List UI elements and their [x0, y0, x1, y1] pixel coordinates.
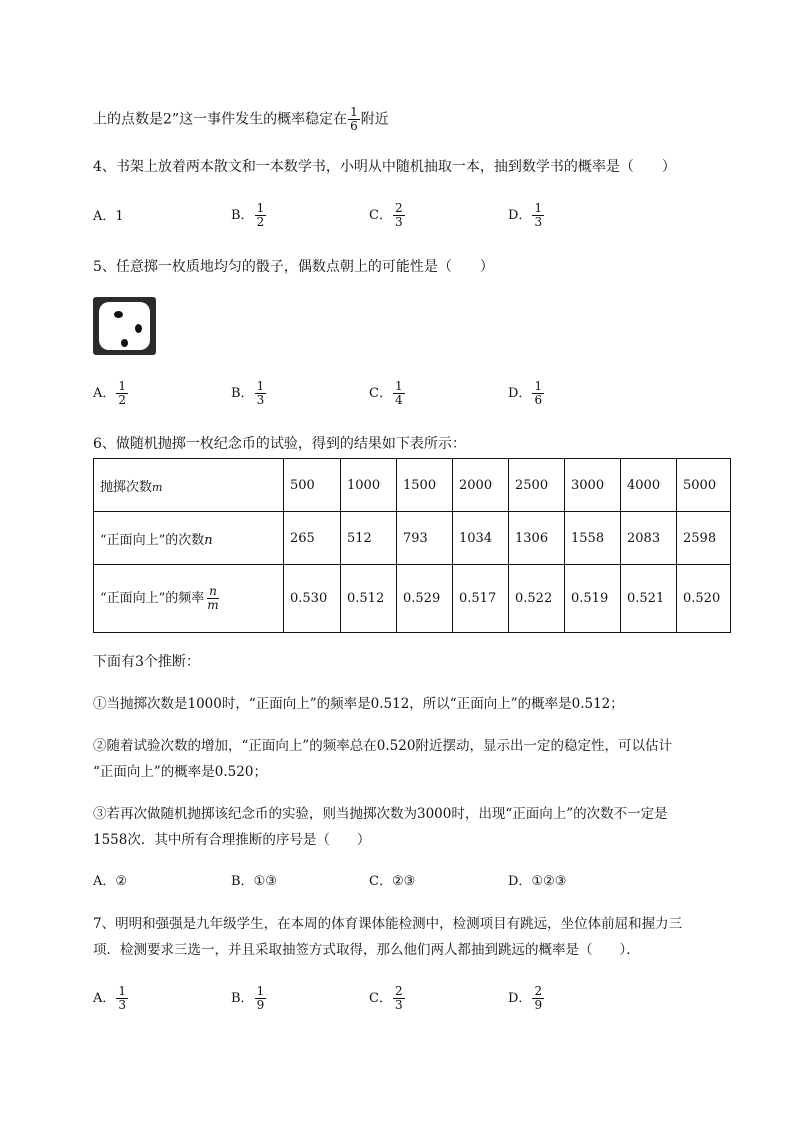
- table-cell: 265: [284, 512, 341, 565]
- fraction-numerator: 1: [350, 105, 358, 119]
- q5-option-d[interactable]: [508, 380, 545, 407]
- fraction-numerator: 1: [534, 201, 543, 215]
- table-cell: 3000: [565, 459, 621, 512]
- option-fraction: [532, 202, 544, 229]
- fraction-n-over-m: [205, 585, 220, 612]
- option-value: 1: [115, 209, 124, 224]
- q6-option-c[interactable]: [369, 872, 415, 892]
- table-cell: 2000: [453, 459, 509, 512]
- table-cell: 0.530: [284, 565, 341, 633]
- q4-option-d[interactable]: [508, 202, 545, 229]
- table-row-heads: [94, 512, 731, 565]
- table-cell: 0.519: [565, 565, 621, 633]
- coin-toss-table: [93, 458, 731, 633]
- option-label: B．: [231, 874, 254, 889]
- option-fraction: [255, 985, 267, 1012]
- fraction-denominator: 6: [534, 393, 543, 407]
- q6-statement-2a: ②随着试验次数的增加，“正面向上”的频率总在0.520附近摆动，显示出一定的稳定性，可以估计: [93, 738, 672, 754]
- q4-stem: 4、书架上放着两本散文和一本数学书，小明从中随机抽取一本，抽到数学书的概率是（ ）: [93, 159, 676, 175]
- fraction-denominator: 3: [118, 998, 127, 1012]
- option-label: C．: [369, 990, 392, 1006]
- q7-stem-line-1: 7、明明和强强是九年级学生，在本周的体育课体能检测中，检测项目有跳远，坐位体前屈和握力三: [93, 916, 683, 932]
- option-fraction: [393, 380, 405, 407]
- row-header-text: 抛掷次数: [100, 479, 153, 495]
- row-header-text: “正面向上”的频率: [100, 591, 205, 606]
- q7-option-b[interactable]: [231, 985, 267, 1012]
- option-fraction: [255, 202, 267, 229]
- option-label: C．: [369, 207, 392, 223]
- continuation-text: 上的点数是2”这一事件发生的概率稳定在: [93, 111, 348, 128]
- fraction-denominator: 3: [256, 393, 265, 407]
- table-cell: 2598: [677, 512, 731, 565]
- fraction-numerator: 1: [534, 379, 543, 393]
- option-fraction: [255, 380, 267, 407]
- q7-option-c[interactable]: [369, 985, 406, 1012]
- fraction-denominator: 6: [350, 119, 358, 133]
- option-label: D．: [508, 874, 532, 889]
- fraction-denominator: 9: [534, 998, 543, 1012]
- variable-n: n: [204, 532, 213, 548]
- option-label: B．: [231, 385, 254, 401]
- variable-m: m: [152, 480, 163, 494]
- table-row-throws: [94, 459, 731, 512]
- row-header-frequency: [94, 565, 284, 633]
- table-cell: 793: [397, 512, 453, 565]
- option-fraction: [532, 380, 544, 407]
- fraction-denominator: 9: [256, 998, 265, 1012]
- option-fraction: [116, 985, 128, 1012]
- q5-stem: 5、任意掷一枚质地均匀的骰子，偶数点朝上的可能性是（ ）: [93, 259, 494, 275]
- q7-stem-line-2: 项．检测要求三选一，并且采取抽签方式取得，那么他们两人都抽到跳远的概率是（ ）．: [93, 942, 640, 958]
- q4-option-b[interactable]: [231, 202, 267, 229]
- q6-intro: 下面有3个推断：: [93, 654, 200, 670]
- q5-option-a[interactable]: [93, 380, 129, 407]
- dice-three-icon: [93, 297, 156, 355]
- table-cell: 512: [341, 512, 397, 565]
- option-label: D．: [508, 385, 532, 401]
- table-cell: 1034: [453, 512, 509, 565]
- option-value: ②: [115, 874, 128, 889]
- fraction-numerator: 1: [118, 379, 127, 393]
- q6-option-a[interactable]: [93, 872, 127, 892]
- q4-option-a[interactable]: [93, 207, 124, 227]
- option-fraction: [532, 985, 544, 1012]
- option-label: D．: [508, 207, 532, 223]
- table-cell: 0.529: [397, 565, 453, 633]
- fraction-denominator: m: [207, 598, 219, 612]
- q7-option-a[interactable]: [93, 985, 129, 1012]
- dice-pip: [121, 339, 128, 347]
- fraction-one-sixth: [348, 106, 360, 133]
- fraction-denominator: 2: [118, 393, 127, 407]
- option-label: D．: [508, 990, 532, 1006]
- option-fraction: [393, 985, 405, 1012]
- q6-statement-1: ①当抛掷次数是1000时，“正面向上”的频率是0.512，所以“正面向上”的概率是0.512；: [93, 696, 624, 712]
- continuation-line: [93, 106, 389, 133]
- row-header-throws: [94, 459, 284, 512]
- fraction-denominator: 2: [256, 215, 265, 229]
- table-row-frequency: [94, 565, 731, 633]
- q4-option-c[interactable]: [369, 202, 406, 229]
- fraction-denominator: 4: [394, 393, 403, 407]
- table-cell: 1500: [397, 459, 453, 512]
- fraction-denominator: 3: [394, 998, 403, 1012]
- dice-pip: [135, 324, 142, 333]
- q5-option-b[interactable]: [231, 380, 267, 407]
- table-cell: 1000: [341, 459, 397, 512]
- fraction-numerator: 1: [256, 201, 265, 215]
- fraction-numerator: 1: [256, 379, 265, 393]
- fraction-numerator: 1: [118, 984, 127, 998]
- table-cell: 0.522: [509, 565, 565, 633]
- dice-pip: [114, 311, 123, 318]
- option-value: ①②③: [531, 874, 567, 889]
- fraction-numerator: 2: [534, 984, 543, 998]
- table-cell: 0.512: [341, 565, 397, 633]
- row-header-heads: [94, 512, 284, 565]
- table-cell: 0.521: [621, 565, 677, 633]
- q6-option-d[interactable]: [508, 872, 566, 892]
- option-label: C．: [369, 874, 392, 889]
- option-label: A．: [93, 874, 116, 889]
- q5-option-c[interactable]: [369, 380, 406, 407]
- table-cell: 2500: [509, 459, 565, 512]
- continuation-suffix: 附近: [360, 111, 389, 128]
- table-cell: 5000: [677, 459, 731, 512]
- table-cell: 0.517: [453, 565, 509, 633]
- q6-statement-2b: “正面向上”的概率是0.520；: [93, 764, 267, 780]
- option-fraction: [393, 202, 405, 229]
- option-label: A．: [93, 385, 116, 401]
- option-label: B．: [231, 990, 254, 1006]
- fraction-numerator: 2: [394, 201, 403, 215]
- option-fraction: [116, 380, 128, 407]
- option-label: A．: [93, 990, 116, 1006]
- table-cell: 1558: [565, 512, 621, 565]
- fraction-denominator: 3: [534, 215, 543, 229]
- table-cell: 2083: [621, 512, 677, 565]
- row-header-text: “正面向上”的次数: [100, 532, 205, 548]
- q6-statement-3b: 1558次．其中所有合理推断的序号是（ ）: [93, 832, 371, 848]
- dice-face: [99, 302, 150, 350]
- option-value: ②③: [391, 874, 416, 889]
- table-cell: 4000: [621, 459, 677, 512]
- q6-option-b[interactable]: [231, 872, 277, 892]
- q7-option-d[interactable]: [508, 985, 545, 1012]
- q6-statement-3a: ③若再次做随机抛掷该纪念币的实验，则当抛掷次数为3000时，出现“正面向上”的次数不一定是: [93, 806, 668, 822]
- option-label: B．: [231, 207, 254, 223]
- fraction-numerator: 1: [394, 379, 403, 393]
- table-cell: 1306: [509, 512, 565, 565]
- fraction-denominator: 3: [394, 215, 403, 229]
- table-cell: 500: [284, 459, 341, 512]
- table-cell: 0.520: [677, 565, 731, 633]
- option-label: A．: [93, 209, 116, 224]
- fraction-numerator: n: [209, 584, 217, 598]
- option-label: C．: [369, 385, 392, 401]
- fraction-numerator: 1: [256, 984, 265, 998]
- option-value: ①③: [253, 874, 277, 889]
- fraction-numerator: 2: [394, 984, 403, 998]
- q6-stem: 6、做随机抛掷一枚纪念币的试验，得到的结果如下表所示：: [93, 436, 466, 452]
